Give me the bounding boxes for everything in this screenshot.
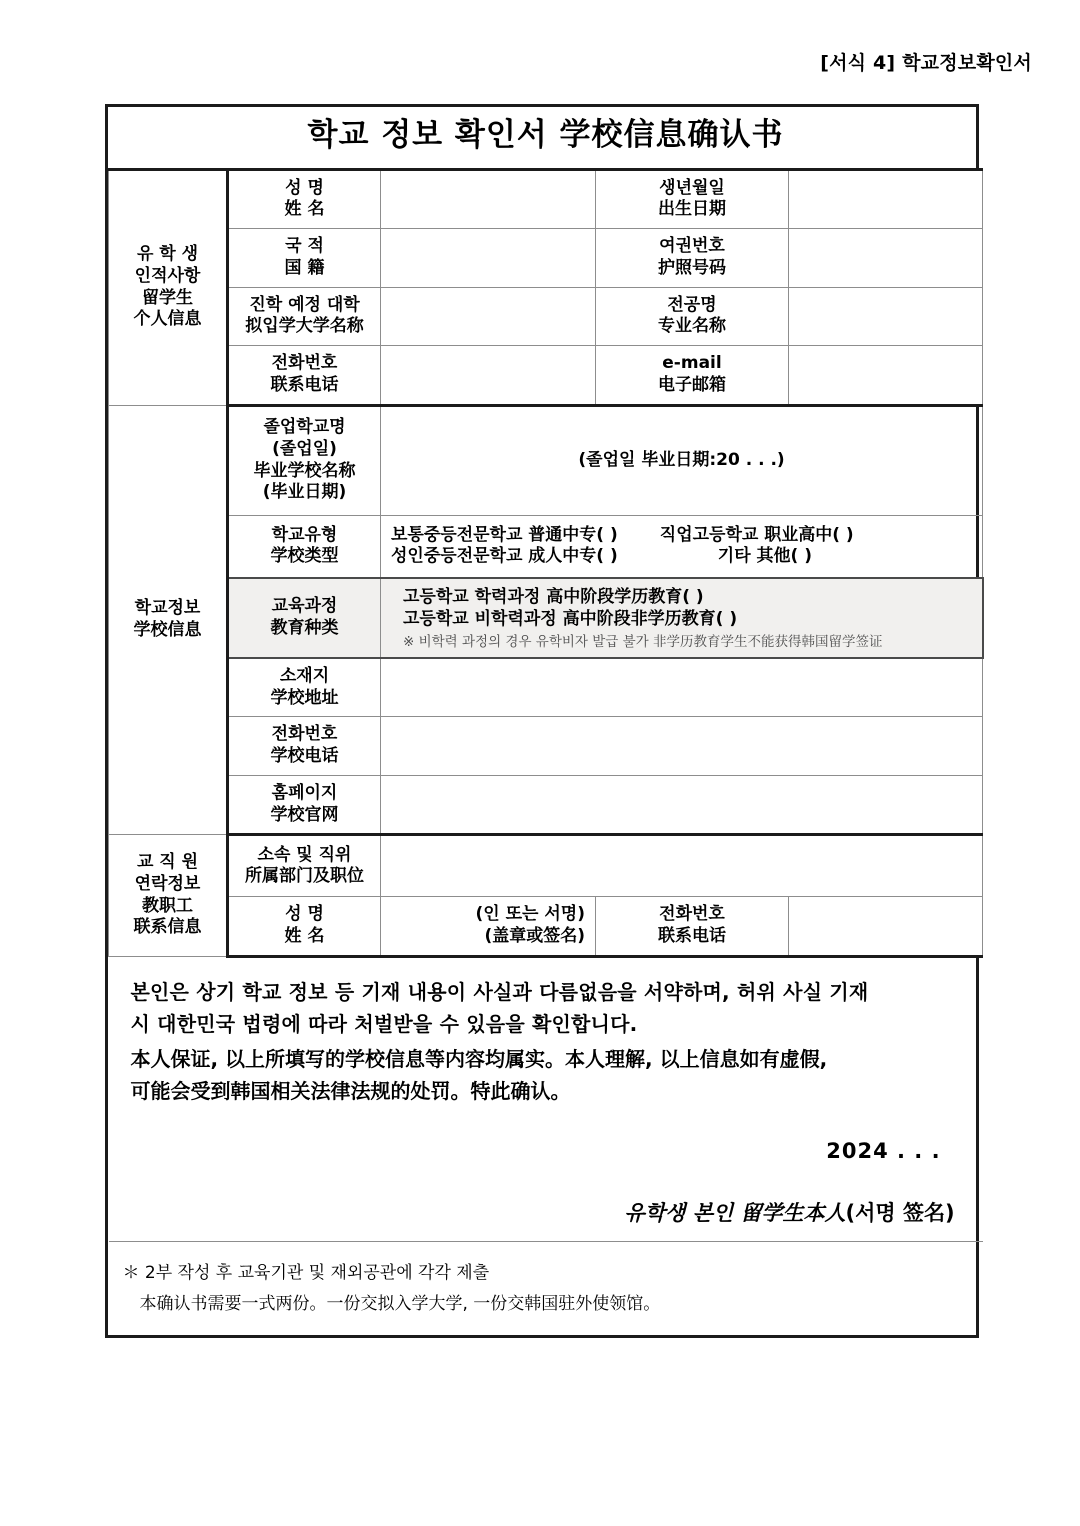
declaration-signature-line[interactable] bbox=[131, 1200, 961, 1227]
staff-group-line2: 연락정보 bbox=[134, 873, 201, 894]
school-row-education-course bbox=[109, 578, 983, 658]
label-nationality bbox=[228, 229, 381, 288]
label-school-phone-cn: 学校电话 bbox=[270, 746, 339, 767]
footnote-row bbox=[109, 1242, 983, 1335]
education-course-options bbox=[381, 578, 983, 658]
student-group-line2: 인적사항 bbox=[134, 265, 201, 286]
declaration-kr-line2: 시 대한민국 법령에 따라 처벌받을 수 있음을 확인합니다. bbox=[130, 1012, 638, 1037]
page-title: 학교 정보 확인서 学校信息确认书 bbox=[307, 117, 784, 153]
footnote-line1: ＊ 2부 작성 후 교육기관 및 재외공관에 각각 제출 bbox=[122, 1263, 490, 1284]
option-vocational-high[interactable]: 직업고등학교 职业高中( ) bbox=[659, 524, 854, 545]
label-school-website-cn: 学校官网 bbox=[270, 804, 339, 825]
label-school-address-kr: 소재지 bbox=[279, 665, 330, 686]
field-passport-number[interactable] bbox=[789, 229, 983, 288]
field-graduation-date[interactable]: (졸업일 毕业日期:20 . . .) bbox=[381, 405, 983, 515]
label-staff-name-kr: 성 명 bbox=[285, 904, 324, 925]
option-adult-vocational[interactable]: 성인중등전문학교 成人中专( ) bbox=[391, 546, 618, 567]
label-graduation-date-cn: (毕业日期) bbox=[262, 482, 347, 503]
label-birthdate-kr: 생년월일 bbox=[659, 177, 725, 198]
label-student-phone bbox=[228, 346, 381, 406]
label-school-type-kr: 학교유형 bbox=[271, 524, 338, 545]
label-school-type-cn: 学校类型 bbox=[270, 546, 339, 567]
label-birthdate-cn: 出生日期 bbox=[658, 199, 726, 220]
field-staff-position[interactable] bbox=[381, 835, 983, 897]
label-birthdate bbox=[596, 169, 789, 229]
staff-group-label bbox=[109, 835, 228, 957]
declaration-kr-line1: 본인은 상기 학교 정보 등 기재 내용이 사실과 다름없음을 서약하며, 허위 사실 기재 bbox=[130, 979, 869, 1004]
option-credit-course[interactable]: 고등학교 학력과정 高中阶段学历教育( ) bbox=[403, 587, 704, 608]
school-row-graduation bbox=[109, 405, 983, 515]
school-group-label bbox=[109, 405, 228, 835]
label-staff-phone-kr: 전화번호 bbox=[659, 904, 725, 925]
option-other[interactable]: 기타 其他( ) bbox=[717, 546, 812, 567]
label-intended-university-kr: 진학 예정 대학 bbox=[249, 294, 360, 315]
label-school-website-kr: 홈페이지 bbox=[271, 782, 338, 803]
student-row-name bbox=[109, 169, 983, 229]
label-graduated-school-cn: 毕业学校名称 bbox=[253, 460, 356, 481]
student-row-nationality bbox=[109, 229, 983, 288]
field-school-address[interactable] bbox=[381, 658, 983, 717]
school-group-line2: 学校信息 bbox=[133, 620, 202, 641]
label-major-cn: 专业名称 bbox=[658, 316, 726, 337]
label-passport-number bbox=[596, 229, 789, 288]
staff-group-line4: 联系信息 bbox=[133, 917, 202, 938]
label-student-name-cn: 姓 名 bbox=[284, 199, 325, 220]
label-graduated-school bbox=[228, 405, 381, 515]
field-nationality[interactable] bbox=[381, 229, 596, 288]
signature-note-kr: (인 또는 서명) bbox=[475, 904, 585, 925]
label-education-course-cn: 教育种类 bbox=[270, 618, 339, 639]
field-student-phone[interactable] bbox=[381, 346, 596, 406]
label-staff-phone bbox=[596, 897, 789, 957]
label-intended-university-cn: 拟입学大学名称 bbox=[245, 316, 364, 337]
label-student-phone-cn: 联系电话 bbox=[270, 374, 339, 395]
form-table bbox=[108, 107, 984, 1335]
option-noncredit-course[interactable]: 고등학교 비학력과정 高中阶段非学历教育( ) bbox=[403, 608, 738, 629]
label-staff-name bbox=[228, 897, 381, 957]
school-row-address bbox=[109, 658, 983, 717]
label-student-phone-kr: 전화번호 bbox=[271, 353, 338, 374]
label-graduated-school-kr: 졸업학교명 bbox=[263, 417, 346, 438]
field-intended-university[interactable] bbox=[381, 287, 596, 346]
field-staff-phone[interactable] bbox=[789, 897, 983, 957]
student-row-contact bbox=[109, 346, 983, 406]
declaration-row bbox=[109, 956, 983, 1241]
field-birthdate[interactable] bbox=[789, 169, 983, 229]
form-tag-header: [서식 4] 학교정보확인서 bbox=[820, 52, 1032, 74]
field-staff-name-signature[interactable] bbox=[381, 897, 596, 957]
footnote-block bbox=[109, 1242, 983, 1335]
staff-row-position bbox=[109, 835, 983, 897]
student-group-line1: 유 학 생 bbox=[136, 244, 199, 265]
label-school-website bbox=[228, 775, 381, 835]
label-student-name bbox=[228, 169, 381, 229]
field-school-phone[interactable] bbox=[381, 717, 983, 776]
form-title-cell bbox=[109, 107, 983, 169]
label-staff-phone-cn: 联系电话 bbox=[658, 926, 726, 947]
label-school-address bbox=[228, 658, 381, 717]
label-school-phone bbox=[228, 717, 381, 776]
label-email bbox=[596, 346, 789, 406]
footnote-line2: 本确认书需要一式两份。一份交拟入学大学, 一份交韩国驻外使领馆。 bbox=[139, 1294, 661, 1315]
student-row-university bbox=[109, 287, 983, 346]
label-email-cn: 电子邮箱 bbox=[658, 374, 726, 395]
label-passport-number-kr: 여권번호 bbox=[659, 236, 725, 257]
school-row-type bbox=[109, 515, 983, 578]
label-student-name-kr: 성 명 bbox=[285, 177, 324, 198]
label-school-phone-kr: 전화번호 bbox=[271, 724, 338, 745]
field-school-website[interactable] bbox=[381, 775, 983, 835]
staff-group-line1: 교 직 원 bbox=[136, 852, 199, 873]
student-group-line4: 个人信息 bbox=[133, 309, 202, 330]
staff-group-line3: 教职工 bbox=[142, 895, 193, 916]
label-school-address-cn: 学校地址 bbox=[270, 687, 339, 708]
declaration-korean bbox=[131, 976, 961, 1041]
label-staff-position-kr: 소속 및 직위 bbox=[257, 844, 352, 865]
signature-note-cn: (盖章或签名) bbox=[484, 926, 585, 947]
label-education-course bbox=[228, 578, 381, 658]
label-staff-position-cn: 所属部门及职位 bbox=[245, 866, 364, 887]
label-graduation-date-kr: (졸업일) bbox=[272, 438, 337, 459]
declaration-cn-line2: 可能会受到韩国相关法律法规的处罚。特此确认。 bbox=[130, 1079, 571, 1104]
field-email[interactable] bbox=[789, 346, 983, 406]
school-row-website bbox=[109, 775, 983, 835]
staff-row-name bbox=[109, 897, 983, 957]
field-major[interactable] bbox=[789, 287, 983, 346]
student-group-line3: 留学生 bbox=[142, 287, 193, 308]
label-major-kr: 전공명 bbox=[667, 294, 717, 315]
label-major bbox=[596, 287, 789, 346]
student-group-label bbox=[109, 169, 228, 405]
label-education-course-kr: 교육과정 bbox=[271, 596, 338, 617]
field-student-name[interactable] bbox=[381, 169, 596, 229]
title-row bbox=[109, 107, 983, 169]
school-type-row2 bbox=[391, 546, 982, 568]
label-email-kr: e-mail bbox=[662, 353, 722, 374]
label-staff-position bbox=[228, 835, 381, 897]
label-passport-number-cn: 护照号码 bbox=[658, 257, 726, 278]
label-intended-university bbox=[228, 287, 381, 346]
education-course-note: ※ 비학력 과정의 경우 유학비자 발급 불가 非学历教育学生不能获得韩国留学签证 bbox=[403, 633, 883, 650]
declaration-date[interactable]: 2024 . . . bbox=[826, 1138, 941, 1163]
declaration-cn-line1: 本人保证, 以上所填写的学校信息等内容均属实。本人理解, 以上信息如有虚假, bbox=[130, 1046, 828, 1071]
label-nationality-kr: 국 적 bbox=[285, 236, 324, 257]
option-general-vocational[interactable]: 보통중등전문학교 普通中专( ) bbox=[391, 524, 618, 545]
declaration-block bbox=[109, 956, 983, 1241]
declaration-chinese bbox=[131, 1043, 961, 1108]
signature-label-plain: (서명 签名) bbox=[845, 1201, 955, 1226]
school-type-row1 bbox=[391, 525, 982, 547]
school-row-phone bbox=[109, 717, 983, 776]
signature-label-italic: 유학생 본인 留学生本人 bbox=[624, 1201, 846, 1226]
label-staff-name-cn: 姓 名 bbox=[284, 926, 325, 947]
label-school-type bbox=[228, 515, 381, 578]
label-nationality-cn: 国 籍 bbox=[284, 257, 325, 278]
school-info-confirmation-form bbox=[105, 104, 979, 1338]
school-type-options bbox=[381, 515, 983, 578]
school-group-line1: 학교정보 bbox=[134, 598, 201, 619]
